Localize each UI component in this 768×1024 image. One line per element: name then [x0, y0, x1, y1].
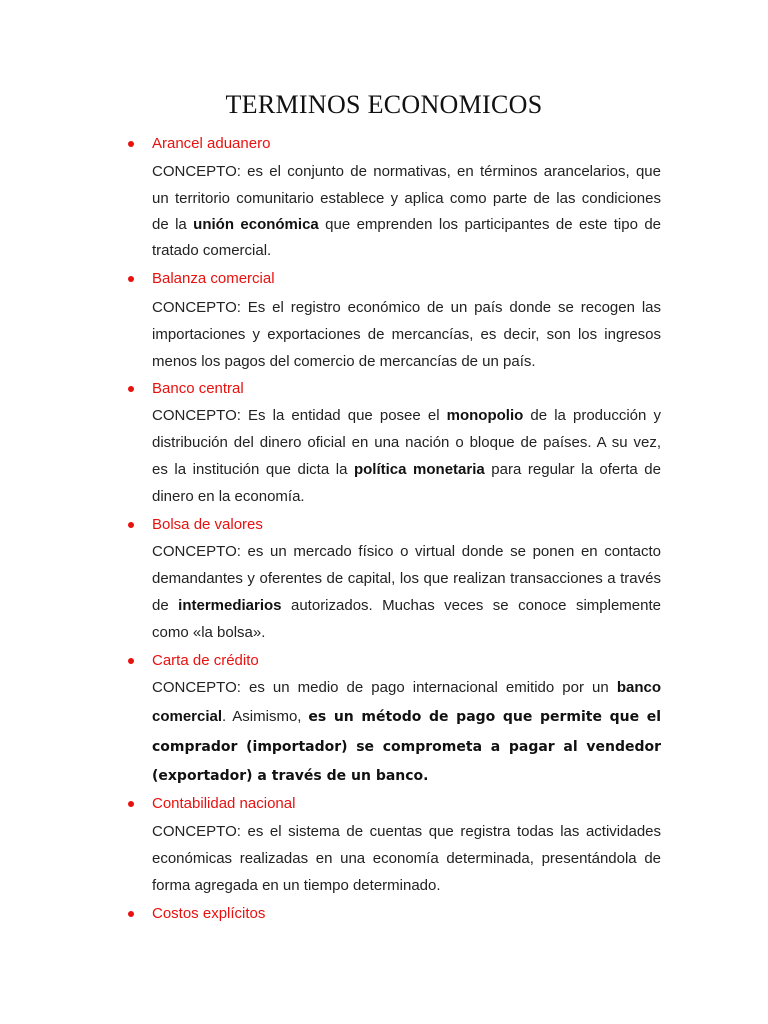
definition-line: de la unión económica que emprenden los participantes de este tipo de [152, 216, 661, 233]
term-heading: Carta de crédito [152, 652, 259, 669]
bullet-icon [128, 276, 134, 282]
bullet-icon [128, 386, 134, 392]
definition-line: económicas realizadas en una economía determinada, presentándola de [152, 850, 661, 867]
definition-line: importaciones y exportaciones de mercancías, es decir, son los ingresos [152, 326, 661, 343]
definition-line: comercial. Asimismo, es un método de pago que permite que el [152, 708, 661, 725]
bullet-icon [128, 522, 134, 528]
term-heading: Bolsa de valores [152, 516, 263, 533]
definition-line: menos los pagos del comercio de mercancías de un país. [152, 353, 536, 370]
definition-line: tratado comercial. [152, 242, 272, 259]
bullet-icon [128, 658, 134, 664]
definition-line: CONCEPTO: Es la entidad que posee el monopolio de la producción y [152, 407, 661, 424]
definition-line: CONCEPTO: Es el registro económico de un país donde se recogen las [152, 299, 661, 316]
bullet-icon [128, 911, 134, 917]
definition-line: dinero en la economía. [152, 488, 305, 505]
definition-line: como «la bolsa». [152, 624, 266, 641]
term-heading: Contabilidad nacional [152, 795, 296, 812]
page-title: TERMINOS ECONOMICOS [225, 90, 543, 119]
term-heading: Arancel aduanero [152, 135, 271, 152]
definition-line: es la institución que dicta la política monetaria para regular la oferta de [152, 461, 661, 478]
term-heading: Costos explícitos [152, 905, 266, 922]
definition-line: CONCEPTO: es el conjunto de normativas, en términos arancelarios, que [152, 163, 661, 180]
bullet-icon [128, 141, 134, 147]
definition-line: forma agregada en un tiempo determinado. [152, 877, 441, 894]
definition-line: distribución del dinero oficial en una nación o bloque de países. A su vez, [152, 434, 661, 451]
definition-line: CONCEPTO: es un mercado físico o virtual donde se ponen en contacto [152, 543, 661, 560]
definition-line: un territorio comunitario establece y aplica como parte de las condiciones [152, 190, 661, 207]
term-heading: Balanza comercial [152, 270, 275, 287]
definition-line: demandantes y oferentes de capital, los que realizan transacciones a través [152, 570, 661, 587]
definition-line: comprador (importador) se comprometa a pagar al vendedor [152, 739, 661, 755]
definition-line: CONCEPTO: es un medio de pago internacional emitido por un banco [152, 679, 661, 696]
definition-line: de intermediarios autorizados. Muchas veces se conoce simplemente [152, 597, 661, 614]
definition-line: CONCEPTO: es el sistema de cuentas que registra todas las actividades [152, 823, 661, 840]
definition-line: (exportador) a través de un banco. [152, 768, 429, 784]
term-heading: Banco central [152, 380, 244, 397]
bullet-icon [128, 801, 134, 807]
